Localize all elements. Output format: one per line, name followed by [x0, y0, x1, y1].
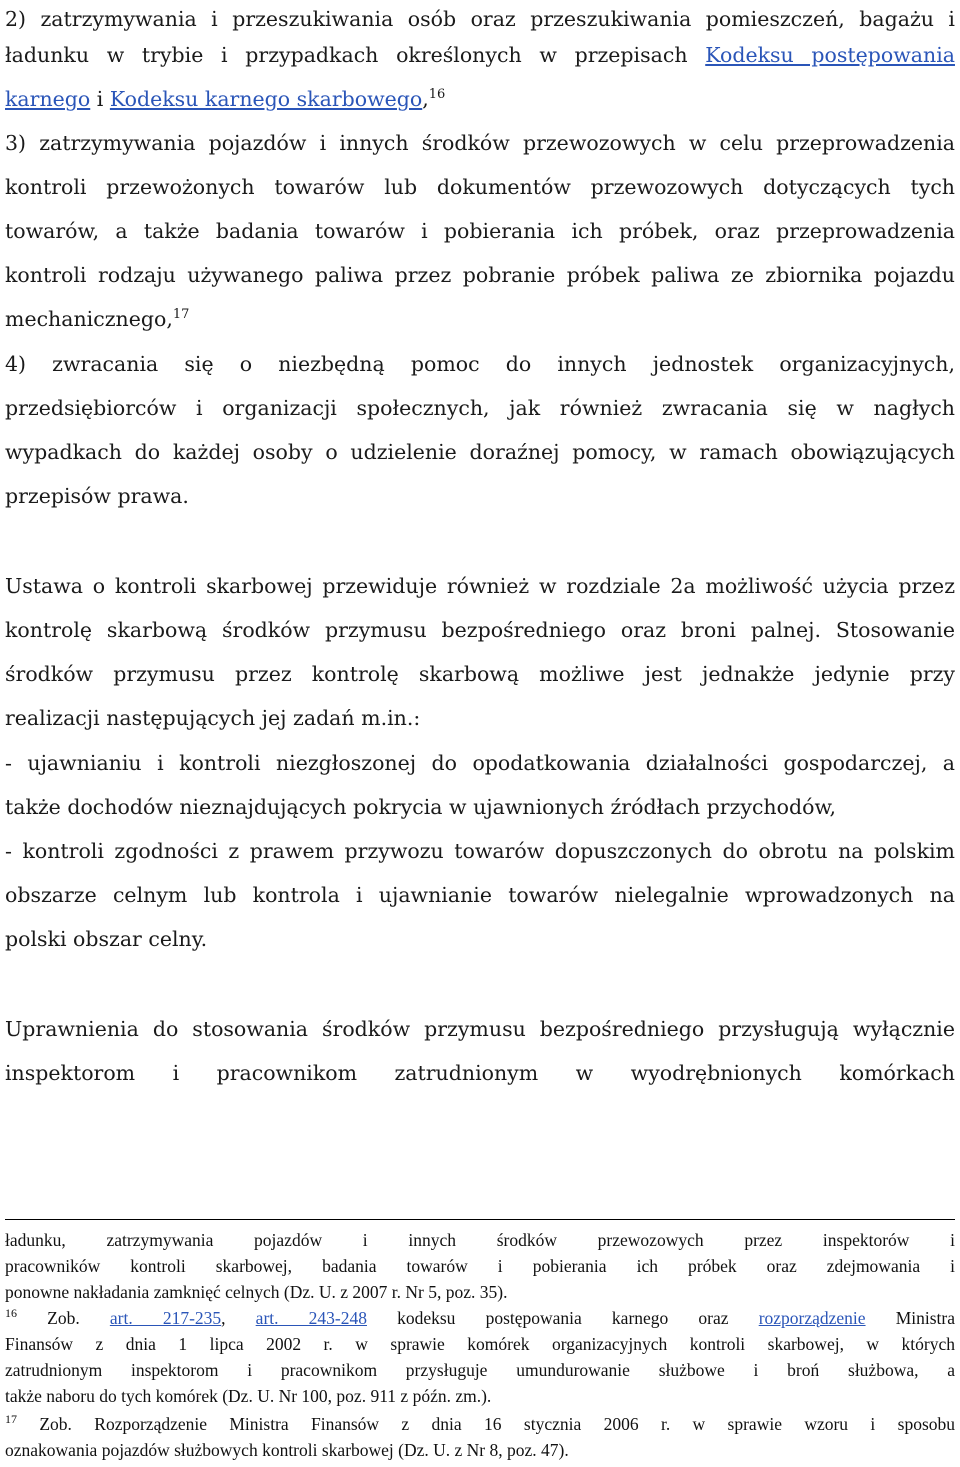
punctuation: ,	[422, 87, 429, 111]
rozporzadzenie-link[interactable]: rozporządzenie	[758, 1308, 866, 1328]
item-3-text: mechanicznego,	[5, 307, 173, 331]
para-1-line-7: - kontroli zgodności z prawem przywozu towarów dopuszczonych do obrotu na polskim	[5, 839, 955, 863]
footnote-cont-line-3: ponowne nakładania zamknięć celnych (Dz. U. z 2007 r. Nr 5, poz. 35).	[5, 1282, 508, 1302]
footnote-16-line-4: także naboru do tych komórek (Dz. U. Nr 100, poz. 911 z późn. zm.).	[5, 1386, 492, 1406]
footnote-17-marker: 17	[5, 1412, 17, 1427]
item-4-line-2: przedsiębiorców i organizacji społecznych, jak również zwracania się w nagłych	[5, 396, 955, 420]
para-1-line-5: - ujawnianiu i kontroli niezgłoszonej do opodatkowania działalności gospodarczej, a	[5, 751, 955, 775]
footnote-ref-17: 17	[172, 307, 190, 323]
item-3-line-5	[5, 304, 955, 334]
footnote-17-line-1	[5, 1412, 955, 1436]
footnote-16-line-2: Finansów z dnia 1 lipca 2002 r. w sprawie komórek organizacyjnych kontroli skarbowej, w których	[5, 1334, 955, 1354]
art-243-248-link[interactable]: art. 243-248	[255, 1308, 367, 1328]
footnote-16-marker: 16	[5, 1306, 17, 1321]
item-3-line-2: kontroli przewożonych towarów lub dokumentów przewozowych dotyczących tych	[5, 175, 955, 199]
item-2-line-3	[5, 84, 955, 114]
footnote-17-line-2: oznakowania pojazdów służbowych kontroli skarbowej (Dz. U. z Nr 8, poz. 47).	[5, 1440, 569, 1460]
footnote-17-text: Zob. Rozporządzenie Ministra Finansów z dnia 16 stycznia 2006 r. w sprawie wzoru i sposobu	[39, 1414, 955, 1434]
item-3-line-3: towarów, a także badania towarów i pobierania ich próbek, oraz przeprowadzenia	[5, 219, 955, 243]
item-2-line-2	[5, 40, 955, 70]
footnote-ref-16: 16	[428, 87, 446, 103]
para-2-line-1: Uprawnienia do stosowania środków przymusu bezpośredniego przysługują wyłącznie	[5, 1017, 955, 1041]
para-1-line-6: także dochodów nieznajdujących pokrycia w ujawnionych źródłach przychodów,	[5, 795, 837, 819]
item-2-line-1: 2) zatrzymywania i przeszukiwania osób oraz przeszukiwania pomieszczeń, bagażu i	[5, 7, 955, 31]
para-1-line-2: kontrolę skarbową środków przymusu bezpośredniego oraz broni palnej. Stosowanie	[5, 618, 955, 642]
kpk-link-part2[interactable]: karnego	[5, 87, 91, 111]
conjunction: i	[96, 87, 104, 111]
item-4-line-1: 4) zwracania się o niezbędną pomoc do innych jednostek organizacyjnych,	[5, 352, 955, 376]
item-4-line-3: wypadkach do każdej osoby o udzielenie doraźnej pomocy, w ramach obowiązujących	[5, 440, 955, 464]
para-2-line-2: inspektorom i pracownikom zatrudnionym w wyodrębnionych komórkach	[5, 1061, 955, 1085]
footnote-cont-line-2: pracowników kontroli skarbowej, badania towarów i pobierania ich próbek oraz zdejmowania i	[5, 1256, 955, 1276]
art-217-235-link[interactable]: art. 217-235	[109, 1308, 222, 1328]
para-1-line-1: Ustawa o kontroli skarbowej przewiduje również w rozdziale 2a możliwość użycia przez	[5, 574, 955, 598]
footnote-16-zob: Zob.	[47, 1308, 80, 1328]
kpk-link-part1[interactable]: Kodeksu postępowania	[705, 43, 955, 67]
footnote-cont-line-1: ładunku, zatrzymywania pojazdów i innych środków przewozowych przez inspektorów i	[5, 1230, 955, 1250]
item-3-line-1: 3) zatrzymywania pojazdów i innych środków przewozowych w celu przeprowadzenia	[5, 131, 955, 155]
footnote-16-tail: Ministra	[895, 1308, 955, 1328]
para-1-line-4: realizacji następujących jej zadań m.in.:	[5, 706, 421, 730]
item-2-text: ładunku w trybie i przypadkach określonych w przepisach	[5, 43, 688, 67]
item-3-line-4: kontroli rodzaju używanego paliwa przez pobranie próbek paliwa ze zbiornika pojazdu	[5, 263, 955, 287]
item-4-line-4: przepisów prawa.	[5, 484, 189, 508]
kks-link[interactable]: Kodeksu karnego skarbowego	[109, 87, 423, 111]
footnote-separator	[5, 1219, 955, 1220]
footnote-16-text: kodeksu postępowania karnego oraz	[397, 1308, 729, 1328]
para-1-line-9: polski obszar celny.	[5, 927, 208, 951]
footnote-16-line-3: zatrudnionym inspektorom i pracownikom przysługuje umundurowanie służbowe i broń służbowa, a	[5, 1360, 955, 1380]
para-1-line-3: środków przymusu przez kontrolę skarbową możliwe jest jednakże jedynie przy	[5, 662, 955, 686]
para-1-line-8: obszarze celnym lub kontrola i ujawnianie towarów nielegalnie wprowadzonych na	[5, 883, 955, 907]
footnote-16-line-1: $^{16}$ Zob. art. 217-235, art. 243-248 kodeksu postępowania karnego oraz rozporządzenie Ministra	[5, 1306, 955, 1328]
